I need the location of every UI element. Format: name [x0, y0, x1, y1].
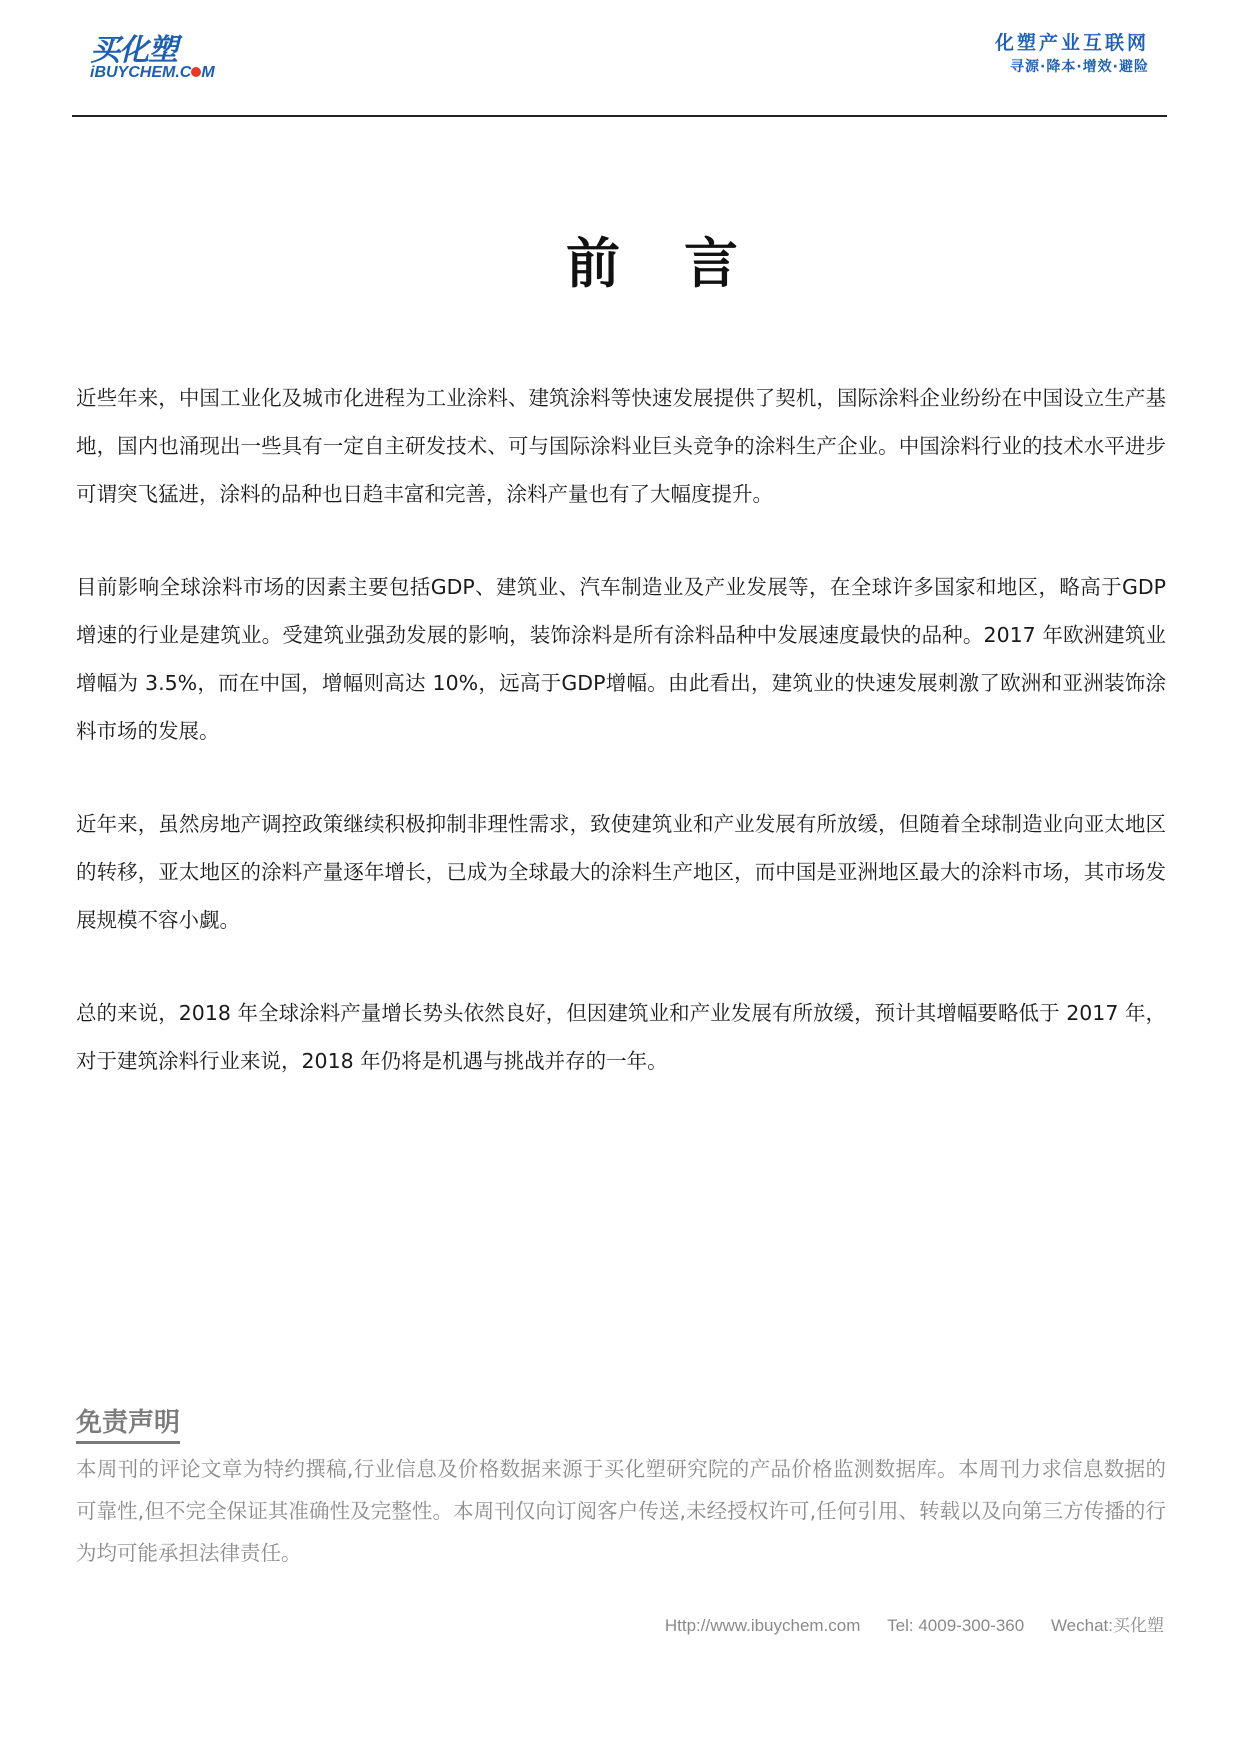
preface-body	[76, 374, 1166, 1130]
paragraph: 近年来，虽然房地产调控政策继续积极抑制非理性需求，致使建筑业和产业发展有所放缓，但随着全球制造业向亚太地区的转移，亚太地区的涂料产量逐年增长，已成为全球最大的涂料生产地区，而中国是亚洲地区最大的涂料市场，其市场发展规模不容小觑。	[76, 812, 1166, 932]
page-header	[72, 28, 1167, 118]
logo-dot-icon	[191, 67, 201, 77]
disclaimer-text: 本周刊的评论文章为特约撰稿,行业信息及价格数据来源于买化塑研究院的产品价格监测数据库。本周刊力求信息数据的可靠性,但不完全保证其准确性及完整性。本周刊仅向订阅客户传送,未经授权许可,任何引用、转载以及向第三方传播的行为均可能承担法律责任。	[76, 1457, 1166, 1565]
paragraph: 总的来说，2018 年全球涂料产量增长势头依然良好，但因建筑业和产业发展有所放缓，预计其增幅要略低于 2017 年，对于建筑涂料行业来说，2018 年仍将是机遇与挑战并存的一年。	[76, 1001, 1166, 1073]
footer-website-link[interactable]: Http://www.ibuychem.com	[664, 1616, 861, 1635]
footer-wechat: Wechat:买化塑	[1050, 1616, 1164, 1635]
logo-english-post: M	[201, 64, 215, 81]
footer-telephone: Tel: 4009-300-360	[887, 1616, 1025, 1635]
logo-english-text	[90, 64, 215, 82]
paragraph: 近些年来，中国工业化及城市化进程为工业涂料、建筑涂料等快速发展提供了契机，国际涂料企业纷纷在中国设立生产基地，国内也涌现出一些具有一定自主研发技术、可与国际涂料业巨头竞争的涂料生产企业。中国涂料行业的技术水平进步可谓突飞猛进，涂料的品种也日趋丰富和完善，涂料产量也有了大幅度提升。	[76, 386, 1166, 506]
logo-chinese-text: 买化塑	[90, 33, 177, 68]
disclaimer-title: 免责声明	[76, 1405, 180, 1444]
tagline-title: 化塑产业互联网	[994, 32, 1149, 54]
header-divider	[72, 115, 1167, 117]
page-title: 前言	[566, 231, 802, 295]
page-footer	[665, 1614, 1164, 1638]
disclaimer-section	[76, 1405, 1166, 1574]
logo-english-pre: iBUYCHEM.C	[90, 64, 192, 81]
ibuychem-logo[interactable]	[90, 34, 240, 92]
header-tagline	[995, 30, 1149, 78]
paragraph: 目前影响全球涂料市场的因素主要包括GDP、建筑业、汽车制造业及产业发展等，在全球许多国家和地区，略高于GDP增速的行业是建筑业。受建筑业强劲发展的影响，装饰涂料是所有涂料品种中发展速度最快的品种。2017 年欧洲建筑业增幅为 3.5%，而在中国，增幅则高达 10%，远高于GDP增幅。由此看出，建筑业的快速发展刺激了欧洲和亚洲装饰涂料市场的发展。	[76, 575, 1166, 743]
tagline-subtitle: 寻源·降本·增效·避险	[1010, 59, 1149, 75]
